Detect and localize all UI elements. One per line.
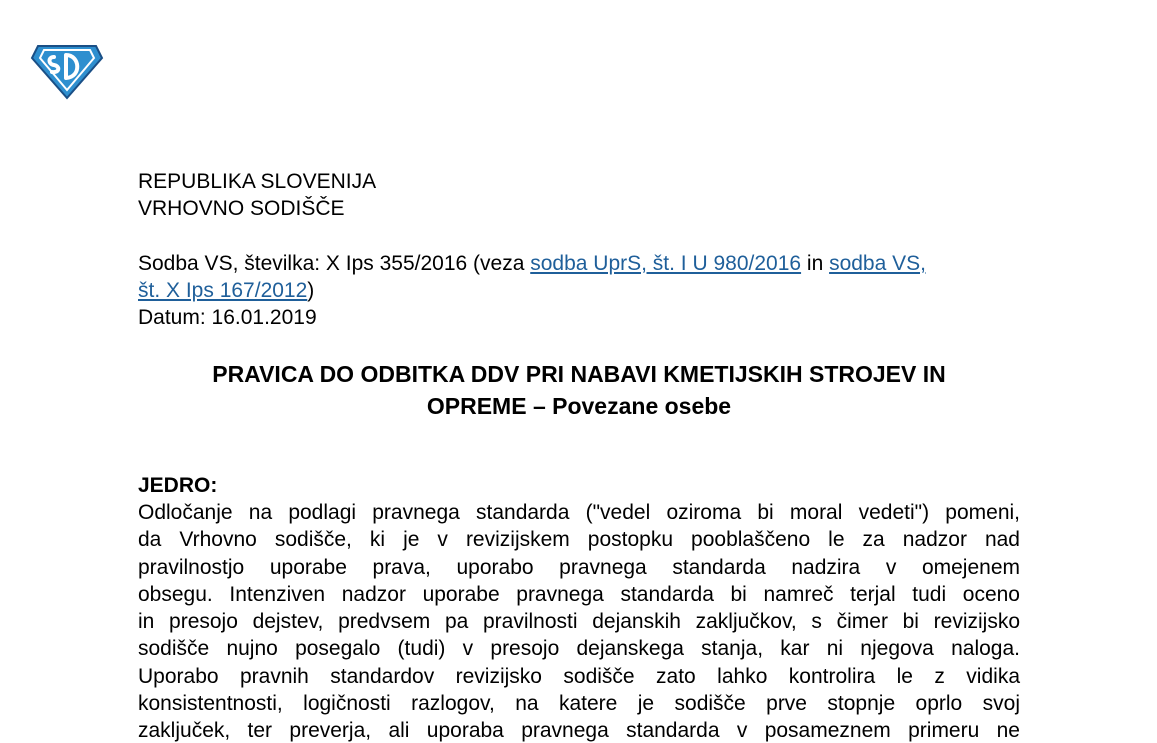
header-court: VRHOVNO SODIŠČE	[138, 197, 345, 220]
document-title	[120, 358, 1038, 422]
jedro-line: in presojo dejstev, predvsem pa pravilnosti dejanskih zaključkov, s čimer bi revizijsko	[138, 610, 1020, 634]
jedro-line: pravilnostjo uporabe prava, uporabo pravnega standarda nadzira v omejenem	[138, 555, 1020, 579]
link-vs-sodba-part1[interactable]: sodba VS,	[829, 252, 926, 275]
document-date: Datum: 16.01.2019	[138, 306, 317, 329]
link-uprs-sodba[interactable]: sodba UprS, št. I U 980/2016	[530, 252, 802, 275]
court-logo-icon	[30, 40, 104, 100]
jedro-paragraph	[138, 499, 1020, 743]
document-header	[138, 168, 376, 222]
case-reference	[138, 250, 1020, 331]
reference-suffix: )	[307, 279, 315, 302]
jedro-line: obsegu. Intenziven nadzor uporabe pravnega standarda bi namreč terjal tudi oceno	[138, 582, 1020, 606]
title-line-1: PRAVICA DO ODBITKA DDV PRI NABAVI KMETIJSKIH STROJEV IN	[212, 361, 946, 387]
jedro-line: Odločanje na podlagi pravnega standarda ("vedel oziroma bi moral vedeti") pomeni,	[138, 501, 1020, 524]
header-country: REPUBLIKA SLOVENIJA	[138, 170, 377, 193]
jedro-line: konsistentnosti, logičnosti razlogov, na katere je sodišče prve stopnje oprlo svoj	[138, 692, 1020, 716]
reference-middle: in	[801, 252, 830, 275]
link-vs-sodba-part2[interactable]: št. X Ips 167/2012	[138, 279, 308, 302]
jedro-heading: JEDRO:	[138, 474, 218, 497]
case-reference-line	[138, 250, 1020, 304]
jedro-line: Uporabo pravnih standardov revizijsko sodišče zato lahko kontrolira le z vidika	[138, 664, 1020, 688]
jedro-line: sodišče nujno posegalo (tudi) v presojo dejanskega stanja, kar ni njegova naloga.	[138, 637, 1020, 661]
jedro-line: zaključek, ter preverja, ali uporaba pravnega standarda v posameznem primeru ne	[138, 719, 1020, 743]
reference-prefix: Sodba VS, številka: X Ips 355/2016 (veza	[138, 252, 531, 275]
title-line-2: OPREME – Povezane osebe	[426, 393, 732, 419]
jedro-line: da Vrhovno sodišče, ki je v revizijskem postopku pooblaščeno le za nadzor nad	[138, 528, 1020, 552]
